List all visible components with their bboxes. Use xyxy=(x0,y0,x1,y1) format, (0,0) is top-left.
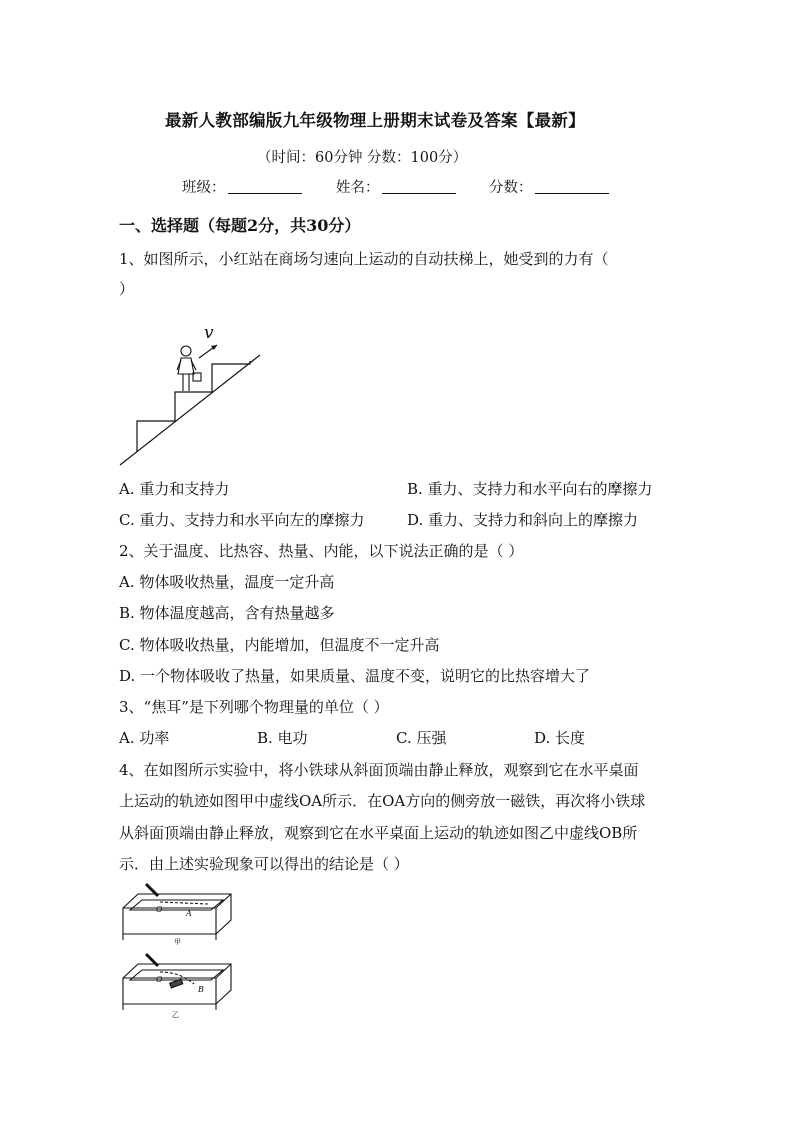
q2-option-c[interactable]: C. 物体吸收热量，内能增加，但温度不一定升高 xyxy=(119,636,440,654)
name-field xyxy=(336,176,456,197)
class-field xyxy=(182,176,302,197)
q3-option-a[interactable]: A. 功率 xyxy=(119,729,170,747)
q2-option-a[interactable]: A. 物体吸收热量，温度一定升高 xyxy=(119,573,335,591)
q2-stem: 2、关于温度、比热容、热量、内能，以下说法正确的是（ ） xyxy=(119,542,524,560)
figure-yi-caption: 乙 xyxy=(172,1011,179,1019)
q1-option-d[interactable]: D. 重力、支持力和斜向上的摩擦力 xyxy=(407,511,639,529)
q1-option-b[interactable]: B. 重力、支持力和水平向右的摩擦力 xyxy=(407,480,653,498)
class-label: 班级： xyxy=(182,180,226,196)
page-title: 最新人教部编版九年级物理上册期末试卷及答案【最新】 xyxy=(165,111,585,130)
q3-option-d[interactable]: D. 长度 xyxy=(534,729,586,747)
experiment-figure-yi xyxy=(118,950,238,1020)
section-heading: 一、选择题（每题2分，共30分） xyxy=(119,216,361,235)
score-label: 分数： xyxy=(489,180,533,196)
exam-meta: （时间：60分钟 分数：100分） xyxy=(257,150,468,166)
incline-line xyxy=(120,355,260,465)
person-icon xyxy=(177,346,201,391)
q2-option-d[interactable]: D. 一个物体吸收了热量，如果质量、温度不变，说明它的比热容增大了 xyxy=(119,667,591,685)
point-b-label: B xyxy=(198,985,204,994)
experiment-figure-jia xyxy=(118,880,238,946)
velocity-label: v xyxy=(204,323,214,343)
point-o-label: O xyxy=(156,905,163,914)
q4-stem-line3: 从斜面顶端由静止释放，观察到它在水平桌面上运动的轨迹如图乙中虚线OB所 xyxy=(119,824,638,842)
q3-option-c[interactable]: C. 压强 xyxy=(396,729,447,747)
q1-option-a[interactable]: A. 重力和支持力 xyxy=(119,480,230,498)
point-a-label: A xyxy=(186,909,192,918)
name-label: 姓名： xyxy=(336,180,380,196)
q4-stem-line1: 4、在如图所示实验中，将小铁球从斜面顶端由静止释放，观察到它在水平桌面 xyxy=(119,761,639,779)
q1-option-c[interactable]: C. 重力、支持力和水平向左的摩擦力 xyxy=(119,511,365,529)
q4-stem-line2: 上运动的轨迹如图甲中虚线OA所示．在OA方向的侧旁放一磁铁，再次将小铁球 xyxy=(119,792,646,810)
q3-stem: 3、“焦耳”是下列哪个物理量的单位（ ） xyxy=(119,698,389,716)
class-blank[interactable] xyxy=(228,179,302,194)
q3-option-b[interactable]: B. 电功 xyxy=(257,729,308,747)
q1-stem-line2: ） xyxy=(119,280,135,298)
score-blank[interactable] xyxy=(535,179,609,194)
figure-jia-caption: 甲 xyxy=(174,938,181,946)
point-o-label: O xyxy=(156,975,163,984)
q2-option-b[interactable]: B. 物体温度越高，含有热量越多 xyxy=(119,604,335,622)
q1-stem-line1: 1、如图所示，小红站在商场匀速向上运动的自动扶梯上，她受到的力有（ xyxy=(119,250,609,268)
score-field xyxy=(489,176,609,197)
name-blank[interactable] xyxy=(382,179,456,194)
escalator-figure xyxy=(117,318,267,468)
path-oa xyxy=(160,902,208,904)
q4-stem-line4: 示．由上述实验现象可以得出的结论是（ ） xyxy=(119,855,409,873)
